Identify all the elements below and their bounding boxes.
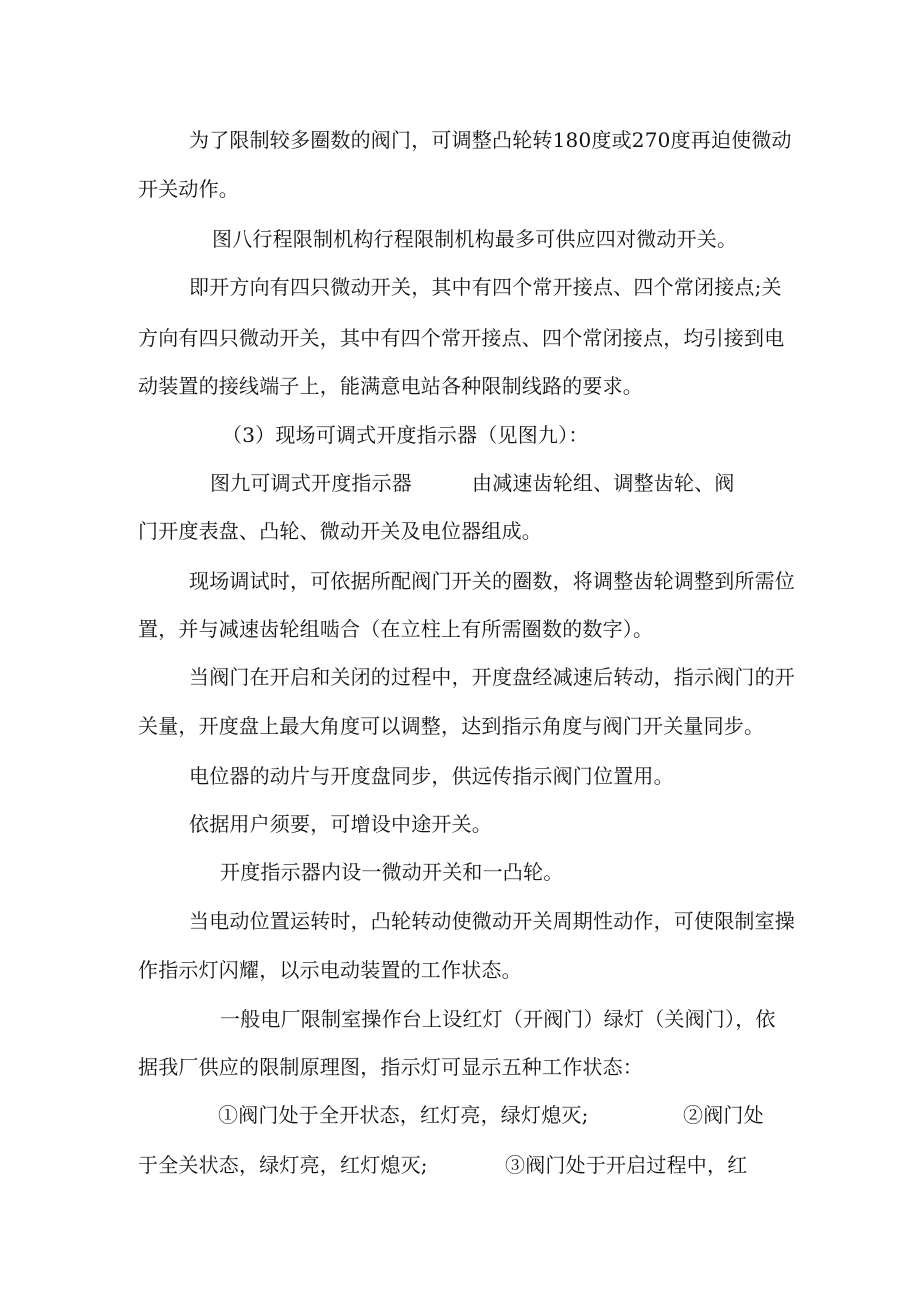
list-item: ②阀门处 — [683, 1103, 764, 1127]
text-line: 当阀门在开启和关闭的过程中，开度盘经减速后转动，指示阀门的开 — [189, 665, 795, 689]
text-line: 开关动作。 — [138, 177, 239, 201]
list-item: ③阀门处于开启过程中，红 — [505, 1153, 748, 1177]
text-line: 即开方向有四只微动开关，其中有四个常开接点、四个常闭接点;关 — [189, 275, 782, 299]
text-line: 一般电厂限制室操作台上设红灯（开阀门）绿灯（关阀门），依 — [220, 1007, 776, 1031]
text-line: 依据用户须要，可增设中途开关。 — [189, 812, 492, 836]
text-line: 由减速齿轮组、调整齿轮、阀 — [472, 471, 735, 495]
text-line: 作指示灯闪耀，以示电动装置的工作状态。 — [138, 958, 522, 982]
text-line: 电位器的动片与开度盘同步，供远传指示阀门位置用。 — [189, 764, 674, 788]
text-line: 方向有四只微动开关，其中有四个常开接点、四个常闭接点，均引接到电 — [138, 326, 785, 350]
list-item: ①阀门处于全开状态，红灯亮，绿灯熄灭; — [218, 1103, 589, 1127]
text-line: 关量，开度盘上最大角度可以调整，达到指示角度与阀门开关量同步。 — [138, 714, 765, 738]
figure-caption: 图九可调式开度指示器 — [210, 471, 412, 495]
text-line: 现场调试时，可依据所配阀门开关的圈数，将调整齿轮调整到所需位 — [189, 569, 795, 593]
text-line: 据我厂供应的限制原理图，指示灯可显示五种工作状态： — [138, 1055, 643, 1079]
text-line: 为了限制较多圈数的阀门，可调整凸轮转180度或270度再迫使微动 — [189, 128, 792, 152]
text-line: 门开度表盘、凸轮、微动开关及电位器组成。 — [138, 519, 542, 543]
text-line: 于全关状态，绿灯亮，红灯熄灭; — [138, 1153, 428, 1177]
text-line: 置，并与减速齿轮组啮合（在立柱上有所需圈数的数字）。 — [138, 617, 654, 641]
text-line: 开度指示器内设一微动开关和一凸轮。 — [220, 860, 564, 884]
text-line: 当电动位置运转时，凸轮转动使微动开关周期性动作，可使限制室操 — [189, 909, 795, 933]
text-line: 图八行程限制机构行程限制机构最多可供应四对微动开关。 — [212, 227, 738, 251]
text-line: 动装置的接线端子上，能满意电站各种限制线路的要求。 — [138, 374, 643, 398]
section-heading: （3）现场可调式开度指示器（见图九）： — [222, 423, 589, 447]
